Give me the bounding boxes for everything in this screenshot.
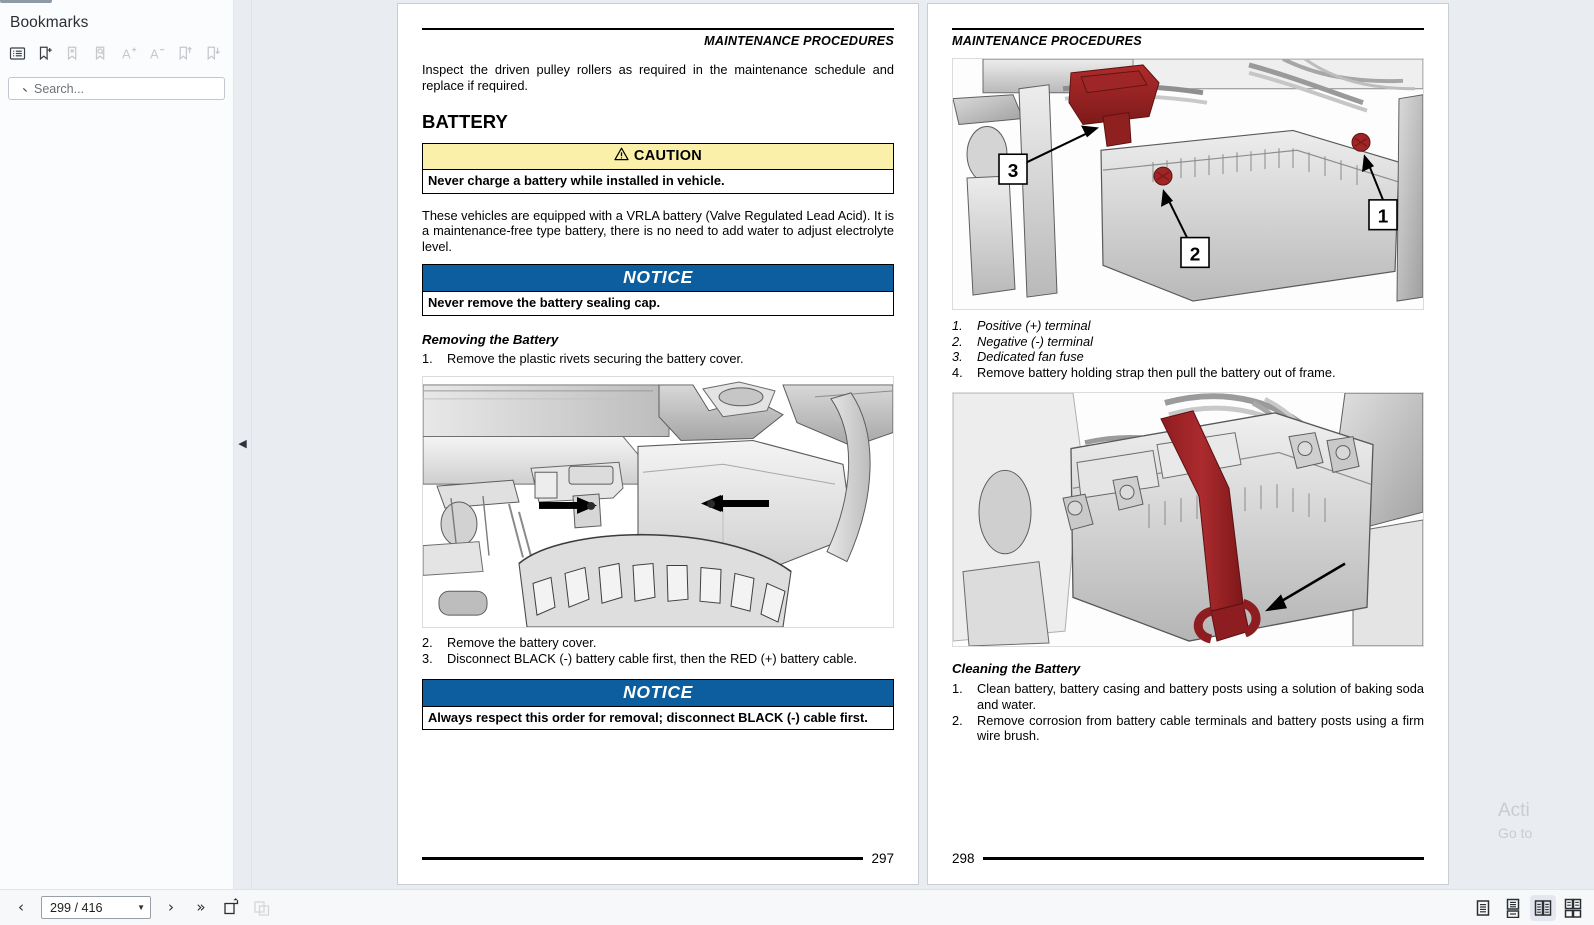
figure-battery-cover-rivets [422, 376, 894, 628]
list-item [952, 349, 1424, 365]
sidebar-collapse-gutter[interactable] [234, 0, 252, 889]
step-text: Remove the plastic rivets securing the battery cover. [447, 350, 744, 366]
notice-1-message: Never remove the battery sealing cap. [423, 291, 893, 314]
cleaning-battery-steps [952, 681, 1424, 743]
battery-section-heading: BATTERY [422, 111, 509, 133]
step-number: 1. [952, 681, 963, 697]
vrla-paragraph: These vehicles are equipped with a VRLA battery (Valve Regulated Lead Acid). It is a maintenance-free type battery, there is no need to add water to adjust electrolyte level. [422, 207, 894, 254]
rotate-clockwise-button [248, 895, 274, 921]
svg-text:1: 1 [1377, 206, 1389, 228]
bookmarks-toolbar [0, 32, 233, 65]
left-page-intro-paragraph: Inspect the driven pulley rollers as required in the maintenance schedule and replace if required. [422, 62, 894, 93]
warning-triangle-icon [614, 147, 629, 165]
notice-2-message: Always respect this order for removal; disconnect BLACK (-) cable first. [423, 706, 893, 729]
single-page-view-icon[interactable] [1470, 895, 1496, 921]
svg-text:2: 2 [1189, 244, 1201, 266]
chevron-down-icon[interactable]: ▼ [137, 903, 145, 912]
legend-number: 2. [952, 333, 963, 349]
next-page-button[interactable] [158, 895, 184, 921]
step-number: 3. [422, 650, 433, 666]
list-item [952, 365, 1424, 381]
step-number: 2. [952, 712, 963, 728]
increase-text-size-icon [116, 41, 142, 65]
page-number-input[interactable] [41, 896, 151, 919]
outline-view-icon[interactable] [4, 41, 30, 65]
document-viewport[interactable] [252, 0, 1594, 889]
right-page-footer [952, 851, 1424, 866]
caution-label: CAUTION [633, 148, 703, 165]
two-page-continuous-view-icon[interactable] [1560, 895, 1586, 921]
list-item [422, 635, 894, 651]
left-page-footer [422, 851, 894, 866]
caution-message: Never charge a battery while installed in vehicle. [423, 169, 893, 192]
step-text: Clean battery, battery casing and battery posts using a solution of baking soda and water. [977, 681, 1424, 712]
left-page-running-head: MAINTENANCE PROCEDURES [422, 28, 894, 48]
activate-windows-watermark [1498, 798, 1594, 843]
removing-battery-steps-after-figure [422, 635, 894, 666]
legend-number: 3. [952, 349, 963, 365]
add-bookmark-icon[interactable] [32, 41, 58, 65]
two-page-view-icon[interactable] [1530, 895, 1556, 921]
double-chevron-right-icon: » [196, 898, 206, 916]
bookmarks-panel-title: Bookmarks [10, 14, 89, 31]
step-number: 1. [422, 350, 433, 366]
watermark-line-2: Go to [1498, 825, 1533, 842]
search-icon [15, 80, 28, 98]
list-item [952, 681, 1424, 712]
legend-text: Negative (-) terminal [977, 333, 1093, 349]
legend-text: Positive (+) terminal [977, 318, 1091, 333]
caution-bar [423, 144, 893, 169]
legend-number: 1. [952, 318, 963, 333]
right-page-number: 298 [952, 851, 975, 866]
left-page-number: 297 [871, 851, 894, 866]
pdf-page-297 [397, 3, 919, 885]
step-number: 2. [422, 635, 433, 651]
decrease-text-size-icon [144, 41, 170, 65]
watermark-line-1: Acti [1498, 800, 1530, 822]
bookmark-search-field[interactable] [8, 77, 225, 100]
legend-number: 4. [952, 364, 963, 380]
rotate-counterclockwise-button[interactable] [218, 895, 244, 921]
pdf-bottom-toolbar [0, 889, 1594, 925]
notice-box-2 [422, 679, 894, 730]
list-item [952, 318, 1424, 334]
rotate-clockwise-icon [252, 898, 271, 917]
footer-rule [983, 857, 1424, 859]
figure-battery-holding-strap [952, 392, 1424, 647]
move-bookmark-up-icon [172, 41, 198, 65]
page-indicator-text: 299 / 416 [50, 900, 103, 915]
pdf-page-298 [927, 3, 1449, 885]
search-placeholder: Search... [34, 81, 85, 96]
legend-text: Dedicated fan fuse [977, 349, 1084, 365]
find-bookmark-icon [88, 41, 114, 65]
svg-text:A: A [121, 45, 131, 61]
legend-text: Remove battery holding strap then pull the battery out of frame. [977, 364, 1336, 380]
removing-battery-heading: Removing the Battery [422, 331, 559, 347]
go-to-last-page-button[interactable] [188, 895, 214, 921]
right-page-running-head: MAINTENANCE PROCEDURES [952, 28, 1424, 48]
notice-1-bar: NOTICE [423, 265, 893, 291]
list-item [952, 334, 1424, 350]
notice-2-bar: NOTICE [423, 680, 893, 706]
list-item [422, 651, 894, 667]
step-text: Disconnect BLACK (-) battery cable first, then the RED (+) battery cable. [447, 650, 858, 666]
chevron-left-icon: ‹ [18, 898, 24, 916]
sidebar-tabstrip [0, 0, 233, 4]
move-bookmark-down-icon [200, 41, 226, 65]
cleaning-battery-heading: Cleaning the Battery [952, 661, 1081, 677]
chevron-right-icon: › [168, 898, 174, 916]
list-item [422, 351, 894, 367]
collapse-sidebar-arrow-icon[interactable]: ◀ [238, 438, 247, 450]
list-item [952, 713, 1424, 744]
footer-rule [422, 857, 863, 859]
svg-text:A: A [149, 45, 159, 61]
previous-page-button[interactable] [8, 895, 34, 921]
removing-battery-steps-before-figure [422, 351, 894, 367]
continuous-page-view-icon[interactable] [1500, 895, 1526, 921]
bookmarks-sidebar [0, 0, 234, 889]
terminal-legend-list [952, 318, 1424, 380]
notice-box-1 [422, 264, 894, 315]
rotate-counterclockwise-icon [222, 898, 241, 917]
delete-bookmark-icon [60, 41, 86, 65]
step-text: Remove the battery cover. [447, 635, 597, 651]
caution-box [422, 143, 894, 193]
figure-battery-terminals [952, 58, 1424, 310]
svg-text:3: 3 [1007, 161, 1019, 183]
step-text: Remove corrosion from battery cable terminals and battery posts using a firm wire brush. [977, 712, 1424, 744]
